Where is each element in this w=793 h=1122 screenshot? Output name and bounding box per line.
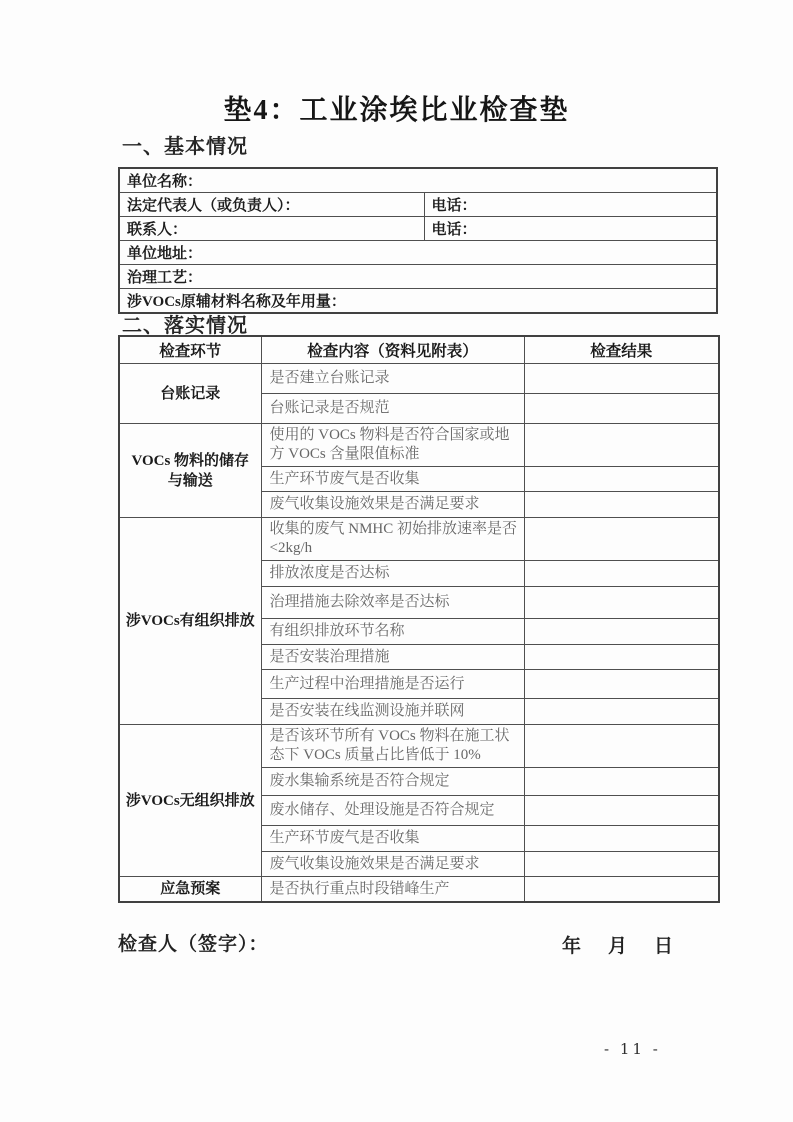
result-cell [524, 424, 719, 467]
date-line [562, 931, 673, 958]
check-item: 废水储存、处理设施是否符合规定 [261, 796, 524, 826]
page-number: - 11 - [604, 1040, 661, 1058]
month-label: 月 [608, 936, 628, 957]
check-item: 收集的废气 NMHC 初始排放速率是否<2kg/h [261, 518, 524, 561]
result-cell [524, 877, 719, 903]
section-heading-basic-info: 一、基本情况 [122, 136, 248, 158]
inspector-signature-label: 检查人（签字）： [118, 934, 269, 955]
result-cell [524, 518, 719, 561]
table-row [119, 217, 717, 241]
field-unit-name: 单位名称： [119, 168, 717, 193]
group-vocs-storage-transport: VOCs 物料的储存与输送 [119, 424, 261, 518]
check-item: 台账记录是否规范 [261, 394, 524, 424]
basic-info-table [118, 167, 718, 314]
field-treatment-process: 治理工艺： [119, 265, 717, 289]
check-item: 是否建立台账记录 [261, 364, 524, 394]
group-ledger-records: 台账记录 [119, 364, 261, 424]
table-row [119, 518, 719, 561]
page-title: 垫4：工业涂埃比业检查垫 [223, 95, 570, 126]
result-cell [524, 796, 719, 826]
group-organized-emissions: 涉VOCs有组织排放 [119, 518, 261, 725]
result-cell [524, 394, 719, 424]
check-item: 废气收集设施效果是否满足要求 [261, 852, 524, 877]
field-phone-1: 电话： [424, 193, 717, 217]
result-cell [524, 492, 719, 518]
header-check-content: 检查内容（资料见附表） [261, 336, 524, 364]
result-cell [524, 852, 719, 877]
check-item: 废气收集设施效果是否满足要求 [261, 492, 524, 518]
table-row [119, 877, 719, 903]
header-check-result: 检查结果 [524, 336, 719, 364]
table-row [119, 364, 719, 394]
field-legal-representative: 法定代表人（或负责人）： [119, 193, 424, 217]
check-item: 生产过程中治理措施是否运行 [261, 670, 524, 699]
check-item: 是否安装治理措施 [261, 645, 524, 670]
day-label: 日 [654, 936, 674, 957]
header-check-step: 检查环节 [119, 336, 261, 364]
check-item: 有组织排放环节名称 [261, 619, 524, 645]
year-label: 年 [562, 936, 582, 957]
table-row [119, 168, 717, 193]
group-emergency-plan: 应急预案 [119, 877, 261, 903]
field-phone-2: 电话： [424, 217, 717, 241]
check-item: 治理措施去除效率是否达标 [261, 587, 524, 619]
check-item: 是否该环节所有 VOCs 物料在施工状态下 VOCs 质量占比皆低于 10% [261, 725, 524, 768]
check-item: 是否安装在线监测设施并联网 [261, 699, 524, 725]
result-cell [524, 725, 719, 768]
table-row [119, 424, 719, 467]
check-item: 是否执行重点时段错峰生产 [261, 877, 524, 903]
table-row [119, 725, 719, 768]
group-fugitive-emissions: 涉VOCs无组织排放 [119, 725, 261, 877]
table-row [119, 241, 717, 265]
result-cell [524, 768, 719, 796]
check-item: 使用的 VOCs 物料是否符合国家或地方 VOCs 含量限值标准 [261, 424, 524, 467]
field-contact-person: 联系人： [119, 217, 424, 241]
check-item: 生产环节废气是否收集 [261, 467, 524, 492]
field-vocs-materials: 涉VOCs原辅材料名称及年用量： [119, 289, 717, 314]
check-item: 废水集输系统是否符合规定 [261, 768, 524, 796]
result-cell [524, 826, 719, 852]
table-header-row [119, 336, 719, 364]
section-heading-implementation: 二、落实情况 [122, 315, 248, 337]
table-row [119, 193, 717, 217]
result-cell [524, 561, 719, 587]
result-cell [524, 670, 719, 699]
result-cell [524, 619, 719, 645]
field-unit-address: 单位地址： [119, 241, 717, 265]
checklist-table [118, 335, 720, 903]
table-row [119, 265, 717, 289]
result-cell [524, 467, 719, 492]
check-item: 生产环节废气是否收集 [261, 826, 524, 852]
check-item: 排放浓度是否达标 [261, 561, 524, 587]
result-cell [524, 699, 719, 725]
result-cell [524, 645, 719, 670]
result-cell [524, 587, 719, 619]
result-cell [524, 364, 719, 394]
